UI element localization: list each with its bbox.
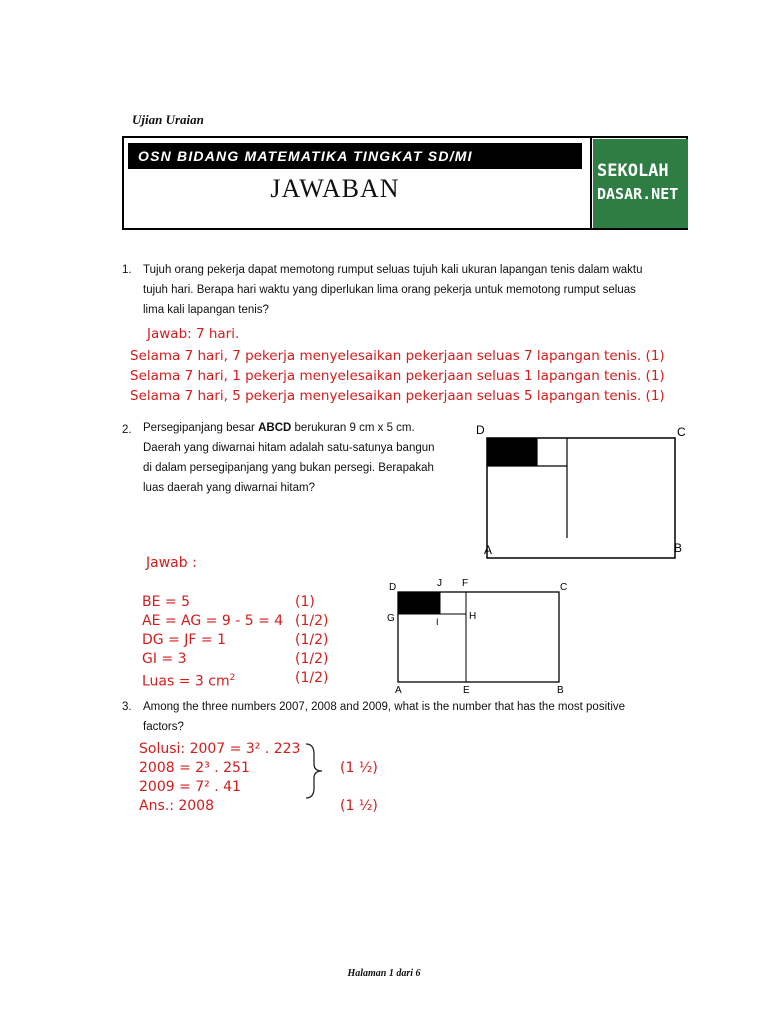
exam-type: Ujian Uraian bbox=[132, 112, 204, 127]
page-number: Halaman 1 dari 6 bbox=[347, 968, 421, 979]
q2-line bbox=[143, 418, 461, 438]
q2-step bbox=[142, 650, 329, 669]
q1-line: tujuh hari. Berapa hari waktu yang diperlukan lima orang pekerja untuk memotong rumput seluas bbox=[143, 284, 636, 296]
label-e: E bbox=[463, 685, 470, 696]
q2-step-score: (1) bbox=[295, 594, 315, 610]
q3-score-1: (1 ½) bbox=[340, 760, 378, 776]
q1-answer: Jawab: 7 hari. bbox=[147, 326, 240, 342]
q3-solution-line: Solusi: 2007 = 3² . 223 bbox=[139, 741, 301, 757]
figure-labeled-rectangle bbox=[380, 575, 590, 697]
q1-text bbox=[143, 260, 643, 320]
label-i: I bbox=[436, 617, 439, 627]
q2-line: Daerah yang diwarnai hitam adalah satu-satunya bangun bbox=[143, 442, 435, 454]
competition-banner: OSN BIDANG MATEMATIKA TINGKAT SD/MI bbox=[128, 143, 582, 169]
label-b: B bbox=[557, 685, 564, 696]
q2-step-score: (1/2) bbox=[295, 613, 329, 629]
black-region bbox=[398, 592, 440, 614]
q1-step: Selama 7 hari, 7 pekerja menyelesaikan pekerjaan seluas 7 lapangan tenis. (1) bbox=[130, 348, 665, 364]
label-h: H bbox=[469, 611, 477, 622]
q2-text bbox=[143, 418, 461, 498]
q1-step: Selama 7 hari, 5 pekerja menyelesaikan pekerjaan seluas 5 lapangan tenis. (1) bbox=[130, 388, 665, 404]
black-region bbox=[487, 438, 537, 466]
label-a: A bbox=[395, 685, 402, 696]
q2-step-expr: AE = AG = 9 - 5 = 4 bbox=[142, 613, 284, 629]
label-b: B bbox=[674, 541, 683, 555]
q2-step bbox=[142, 631, 329, 650]
q2-step-expr: BE = 5 bbox=[142, 594, 190, 610]
q2-step-score: (1/2) bbox=[295, 632, 329, 648]
q2-steps bbox=[142, 593, 329, 690]
q3-solution-line: 2008 = 2³ . 251 bbox=[139, 760, 250, 776]
q2-line: di dalam persegipanjang yang bukan persegi. Berapakah bbox=[143, 462, 434, 474]
q3-text bbox=[143, 697, 679, 737]
logo-line1: SEKOLAH bbox=[597, 161, 669, 181]
label-c: C bbox=[677, 425, 686, 439]
sekolahdasar-logo bbox=[593, 139, 688, 228]
q2-answer: Jawab : bbox=[146, 555, 197, 571]
page-title: JAWABAN bbox=[270, 174, 400, 203]
q3-number: 3. bbox=[122, 701, 132, 713]
figure-rectangle-abcd bbox=[470, 420, 700, 560]
q2-step bbox=[142, 612, 329, 631]
q2-step-sup: 2 bbox=[229, 673, 236, 683]
q2-step bbox=[142, 669, 329, 690]
label-g: G bbox=[387, 613, 395, 624]
q2-step-expr: GI = 3 bbox=[142, 651, 187, 667]
q3-score-2: (1 ½) bbox=[340, 798, 378, 814]
q2-step bbox=[142, 593, 315, 612]
q3-line: Among the three numbers 2007, 2008 and 2009, what is the number that has the most positive bbox=[143, 701, 626, 713]
q1-line: Tujuh orang pekerja dapat memotong rumput seluas tujuh kali ukuran lapangan tenis dalam waktu bbox=[143, 264, 643, 276]
label-f: F bbox=[462, 578, 469, 589]
label-d: D bbox=[389, 582, 397, 593]
label-j: J bbox=[437, 578, 442, 589]
q3-solution-line: 2009 = 7² . 41 bbox=[139, 779, 241, 795]
logo-line2: DASAR.NET bbox=[597, 185, 679, 203]
q1-steps bbox=[130, 346, 665, 406]
q1-step: Selama 7 hari, 1 pekerja menyelesaikan pekerjaan seluas 1 lapangan tenis. (1) bbox=[130, 368, 665, 384]
q3-line: factors? bbox=[143, 721, 184, 733]
q2-rect-name: ABCD bbox=[258, 422, 292, 434]
q2-number: 2. bbox=[122, 424, 132, 436]
q3-solution-line: Ans.: 2008 bbox=[139, 798, 214, 814]
label-a: A bbox=[484, 543, 493, 557]
curly-brace bbox=[302, 742, 326, 800]
label-d: D bbox=[476, 423, 485, 437]
label-c: C bbox=[560, 582, 568, 593]
q2-line1-post: berukuran 9 cm x 5 cm. bbox=[291, 422, 415, 434]
q1-number: 1. bbox=[122, 264, 132, 276]
q2-line: luas daerah yang diwarnai hitam? bbox=[143, 482, 315, 494]
q3-solution bbox=[139, 740, 300, 816]
q2-step-score: (1/2) bbox=[295, 651, 329, 667]
q2-step-expr: Luas = 3 cm bbox=[142, 673, 230, 690]
q2-line1-pre: Persegipanjang besar bbox=[143, 422, 259, 434]
q2-step-expr: DG = JF = 1 bbox=[142, 632, 226, 648]
q1-line: lima kali lapangan tenis? bbox=[143, 304, 269, 316]
header-divider bbox=[590, 136, 592, 230]
q2-step-score: (1/2) bbox=[295, 670, 329, 686]
